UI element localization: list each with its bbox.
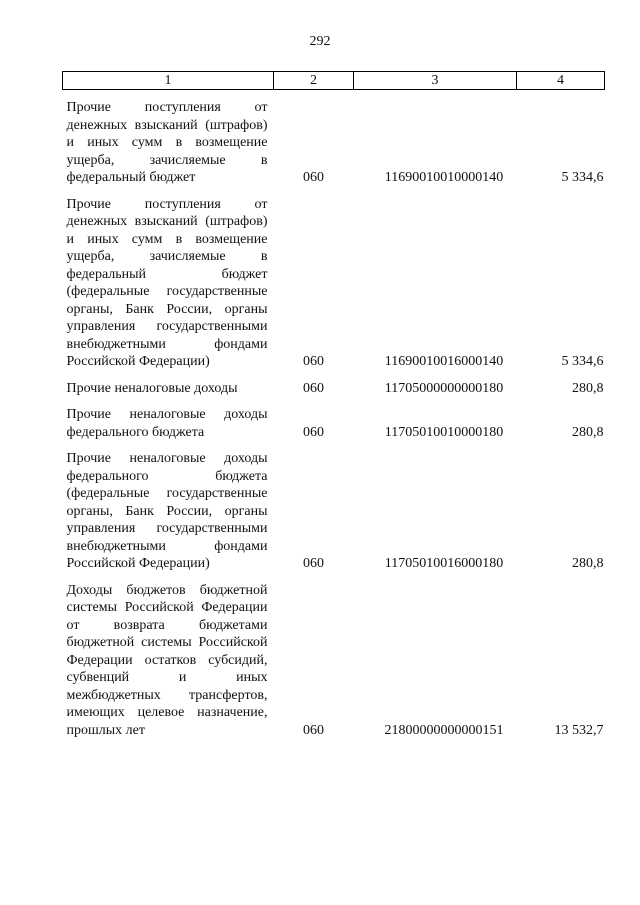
admin-code: 060 bbox=[303, 170, 324, 185]
budget-classification-code: 11705010010000180 bbox=[384, 424, 504, 440]
budget-classification-code: 11690010010000140 bbox=[384, 170, 504, 185]
amount: 5 334,6 bbox=[561, 170, 604, 185]
revenue-name: Прочие неналоговые доходы федерального бюджета (федеральные государственные органы, Банк России, органы управления государственными внебюджетными фондами Российской Федерации) bbox=[66, 451, 268, 571]
amount: 5 334,6 bbox=[561, 354, 604, 369]
revenue-name: Прочие поступления от денежных взысканий (штрафов) и иных сумм в возмещение ущерба, зачисляемые в федеральный бюджет (федеральные государственные органы, Банк России, органы управления государственными внебюджетными фондами Российской Федерации) bbox=[66, 196, 268, 369]
amount: 280,8 bbox=[572, 556, 604, 571]
header-col-4: 4 bbox=[517, 72, 605, 90]
budget-classification-code: 11705000000000180 bbox=[384, 380, 504, 396]
budget-revenue-table bbox=[62, 71, 605, 748]
header-col-2: 2 bbox=[274, 72, 354, 90]
admin-code: 060 bbox=[303, 556, 324, 571]
amount: 13 532,7 bbox=[554, 722, 604, 738]
budget-classification-code: 21800000000000151 bbox=[384, 722, 504, 738]
admin-code: 060 bbox=[303, 722, 324, 738]
header-col-3: 3 bbox=[354, 72, 517, 90]
admin-code: 060 bbox=[303, 424, 324, 440]
revenue-name: Прочие поступления от денежных взысканий (штрафов) и иных сумм в возмещение ущерба, зачисляемые в федеральный бюджет bbox=[66, 100, 268, 185]
amount: 280,8 bbox=[572, 380, 604, 396]
revenue-name: Прочие неналоговые доходы федерального бюджета bbox=[66, 407, 268, 440]
budget-classification-code: 11690010016000140 bbox=[384, 354, 504, 369]
table-row bbox=[63, 582, 605, 749]
revenue-name: Прочие неналоговые доходы bbox=[66, 380, 238, 396]
admin-code: 060 bbox=[303, 354, 324, 369]
amount: 280,8 bbox=[572, 424, 604, 440]
table-row bbox=[63, 406, 605, 450]
header-col-1: 1 bbox=[63, 72, 274, 90]
budget-classification-code: 11705010016000180 bbox=[384, 556, 504, 571]
table-row bbox=[63, 196, 605, 380]
table-row bbox=[63, 450, 605, 582]
table-row bbox=[63, 380, 605, 407]
table-header-row bbox=[63, 72, 605, 90]
revenue-name: Доходы бюджетов бюджетной системы Российской Федерации от возврата бюджетами бюджетной системы Российской Федерации остатков субсидий, субвенций и иных межбюджетных трансфертов, имеющих целевое назначение, прошлых лет bbox=[66, 582, 268, 738]
admin-code: 060 bbox=[303, 380, 324, 396]
page-number: 292 bbox=[309, 34, 331, 49]
table-row bbox=[63, 90, 605, 196]
